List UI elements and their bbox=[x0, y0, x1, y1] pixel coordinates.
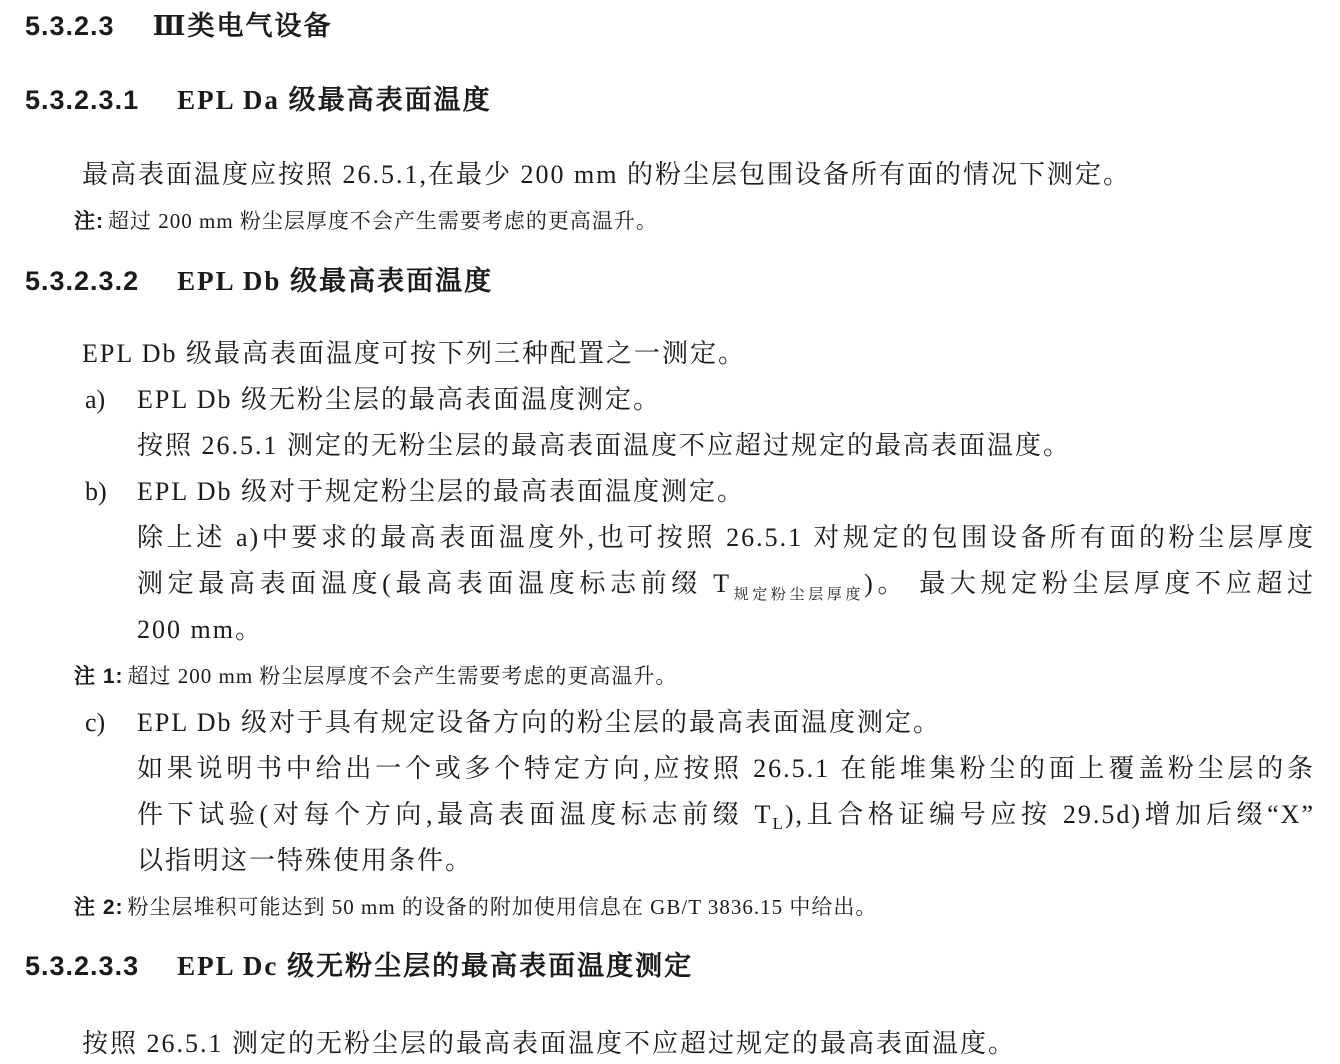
temperature-prefix-l-subscript: L bbox=[772, 814, 785, 833]
list-item-b-label: b) bbox=[85, 477, 107, 506]
list-item-b-text: 测定最高表面温度(最高表面温度标志前缀 T bbox=[137, 569, 731, 598]
list-item-b-text: 200 mm。 bbox=[137, 615, 263, 644]
list-item-b-text: 除上述 a)中要求的最高表面温度外,也可按照 26.5.1 对规定的包围设备所有面的粉尘层厚度 bbox=[137, 523, 1315, 552]
list-item-b-line-4 bbox=[25, 607, 1315, 653]
list-item-c-title: EPL Db 级对于具有规定设备方向的粉尘层的最高表面温度测定。 bbox=[137, 708, 942, 737]
list-item-c-text: ),且合格证编号应按 29.5d)增加后缀“X” bbox=[784, 800, 1315, 829]
list-item-c-line-1 bbox=[25, 700, 1315, 746]
list-item-a-label: a) bbox=[85, 385, 106, 414]
note-2 bbox=[25, 884, 1315, 931]
list-item-a-line-2 bbox=[25, 423, 1315, 469]
note-text: 粉尘层堆积可能达到 50 mm 的设备的附加使用信息在 GB/T 3836.15 中给出。 bbox=[127, 895, 878, 919]
note-epl-da bbox=[25, 198, 1315, 245]
list-item-c-text: 以指明这一特殊使用条件。 bbox=[137, 846, 474, 875]
paragraph-epl-da: 最高表面温度应按照 26.5.1,在最少 200 mm 的粉尘层包围设备所有面的情况下测定。 bbox=[82, 160, 1131, 189]
section-number: 5.3.2.3.1 bbox=[25, 85, 140, 115]
section-number: 5.3.2.3 bbox=[25, 11, 115, 41]
list-item-c-text: 件下试验(对每个方向,最高表面温度标志前缀 T bbox=[137, 800, 773, 829]
section-title: EPL Da 级最高表面温度 bbox=[177, 85, 492, 115]
note-1 bbox=[25, 653, 1315, 700]
list-item-c-label: c) bbox=[85, 708, 106, 737]
paragraph-epl-db-intro: EPL Db 级最高表面温度可按下列三种配置之一测定。 bbox=[82, 339, 747, 368]
note-text: 超过 200 mm 粉尘层厚度不会产生需要考虑的更高温升。 bbox=[127, 664, 678, 688]
section-title: Ⅲ类电气设备 bbox=[152, 11, 333, 41]
section-title: EPL Dc 级无粉尘层的最高表面温度测定 bbox=[177, 951, 694, 981]
section-number: 5.3.2.3.3 bbox=[25, 951, 140, 981]
list-item-b-text: )。 最大规定粉尘层厚度不应超过 bbox=[864, 569, 1315, 598]
paragraph-epl-dc: 按照 26.5.1 测定的无粉尘层的最高表面温度不应超过规定的最高表面温度。 bbox=[82, 1029, 1017, 1058]
section-heading-5-3-2-3-3 bbox=[25, 948, 1315, 984]
list-item-b-line-3 bbox=[25, 561, 1315, 607]
list-item-a-text: 按照 26.5.1 测定的无粉尘层的最高表面温度不应超过规定的最高表面温度。 bbox=[137, 431, 1072, 460]
note-label: 注: bbox=[74, 210, 104, 233]
section-title: EPL Db 级最高表面温度 bbox=[177, 266, 494, 296]
note-label: 注 1: bbox=[74, 665, 124, 688]
section-heading-5-3-2-3 bbox=[25, 8, 1315, 44]
section-heading-5-3-2-3-1 bbox=[25, 82, 1315, 118]
list-item-c-text: 如果说明书中给出一个或多个特定方向,应按照 26.5.1 在能堆集粉尘的面上覆盖粉尘层的条 bbox=[137, 754, 1315, 783]
list-item-a-line-1 bbox=[25, 377, 1315, 423]
section-heading-5-3-2-3-2 bbox=[25, 263, 1315, 299]
list-item-c-line-3 bbox=[25, 792, 1315, 838]
list-item-c-line-4 bbox=[25, 838, 1315, 884]
list-item-b-line-1 bbox=[25, 469, 1315, 515]
list-item-c-line-2 bbox=[25, 746, 1315, 792]
temperature-prefix-subscript: 规定粉尘层厚度 bbox=[730, 587, 865, 603]
section-number: 5.3.2.3.2 bbox=[25, 266, 140, 296]
list-item-a-title: EPL Db 级无粉尘层的最高表面温度测定。 bbox=[137, 385, 662, 414]
list-item-b-line-2 bbox=[25, 515, 1315, 561]
list-item-b-title: EPL Db 级对于规定粉尘层的最高表面温度测定。 bbox=[137, 477, 746, 506]
note-label: 注 2: bbox=[74, 896, 124, 919]
note-text: 超过 200 mm 粉尘层厚度不会产生需要考虑的更高温升。 bbox=[108, 209, 658, 233]
